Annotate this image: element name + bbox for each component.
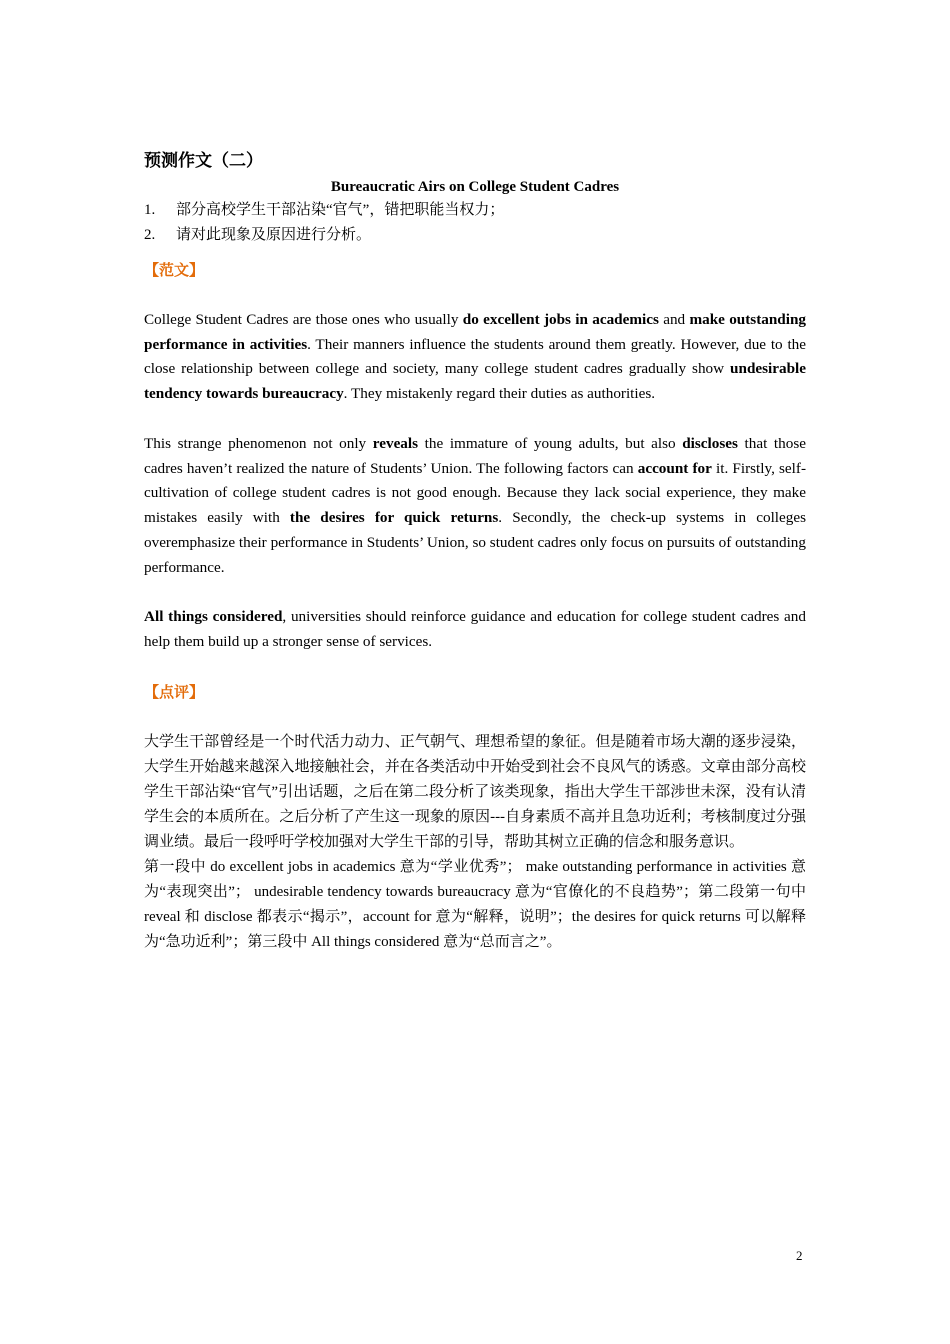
requirement-1-text: 部分高校学生干部沾染“官气”，错把职能当权力； <box>176 202 505 218</box>
essay-label: 【范文】 <box>144 261 205 279</box>
requirement-1-number: 1. <box>144 202 156 218</box>
requirement-2-text: 请对此现象及原因进行分析。 <box>176 227 372 243</box>
document-body <box>144 146 806 955</box>
bold-phrase: reveals <box>372 434 419 452</box>
bold-phrase: All things considered <box>144 608 283 626</box>
review-paragraph-1: 大学生干部曾经是一个时代活力动力、正气朝气、理想希望的象征。但是随着市场大潮的逐步浸染，大学生开始越来越深入地接触社会，并在各类活动中开始受到社会不良风气的诱惑。文章由部分高校学生干部沾染“官气”引出话题，之后在第二段分析了该类现象，指出大学生干部涉世未深，没有认清学生会的本质所在。之后分析了产生这一现象的原因---自身素质不高并且急功近利；考核制度过分强调业绩。最后一段呼吁学校加强对大学生干部的引导，帮助其树立正确的信念和服务意识。 <box>144 733 806 850</box>
text-run: , universities should reinforce guidance and education for college student cadres and help them build up a stronger sense of services. <box>144 608 806 651</box>
text-run: College Student Cadres are those ones who usually <box>144 310 463 328</box>
essay-paragraph-2 <box>144 432 806 581</box>
section-heading: 预测作文（二） <box>144 151 263 171</box>
text-run: that those cadres haven’t realized the nature of Students’ Union. The following factors can <box>144 434 806 477</box>
requirement-2 <box>144 223 806 248</box>
bold-phrase: make outstanding performance in activities <box>144 310 807 353</box>
essay-paragraph-1 <box>144 308 806 407</box>
text-run: and <box>658 310 690 328</box>
text-run: . They mistakenly regard their duties as authorities. <box>343 385 656 403</box>
essay-paragraph-3 <box>144 605 806 655</box>
text-run: . Secondly, the check-up systems in colleges overemphasize their performance in Students’ Union, so student cadres only focus on pursuits of outstanding performance. <box>144 509 806 576</box>
bold-phrase: undesirable tendency towards bureaucracy <box>144 360 806 403</box>
text-run: This strange phenomenon not only <box>144 434 373 452</box>
bold-phrase: the desires for quick returns <box>289 509 499 527</box>
requirement-1 <box>144 198 806 223</box>
review-paragraph-2: 第一段中 do excellent jobs in academics 意为“学业优秀”； make outstanding performance in activities 意为“表现突出”； undesirable tendency towards bureaucracy 意为“官僚化的不良趋势”；第二段第一句中 reveal 和 disclose 都表示“揭示”，account for 意为“解释，说明”；the desires for quick returns 可以解释为“急功近利”；第三段中 All things considered 意为“总而言之”。 <box>144 858 806 950</box>
review-label: 【点评】 <box>144 682 205 701</box>
bold-phrase: account for <box>637 459 712 477</box>
bold-phrase: discloses <box>682 434 738 452</box>
page-number: 2 <box>796 1248 803 1263</box>
text-run: . Their manners influence the students around them greatly. However, due to the close relationship between college and society, many college student cadres gradually show <box>144 335 806 378</box>
text-run: it. Firstly, self-cultivation of college student cadres is not good enough. Because they lack social experience, they make mistakes easily with <box>144 459 807 527</box>
text-run: the immature of young adults, but also <box>418 434 683 452</box>
bold-phrase: do excellent jobs in academics <box>462 310 659 328</box>
essay-title: Bureaucratic Airs on College Student Cadres <box>330 179 620 195</box>
requirement-2-number: 2. <box>144 227 156 243</box>
